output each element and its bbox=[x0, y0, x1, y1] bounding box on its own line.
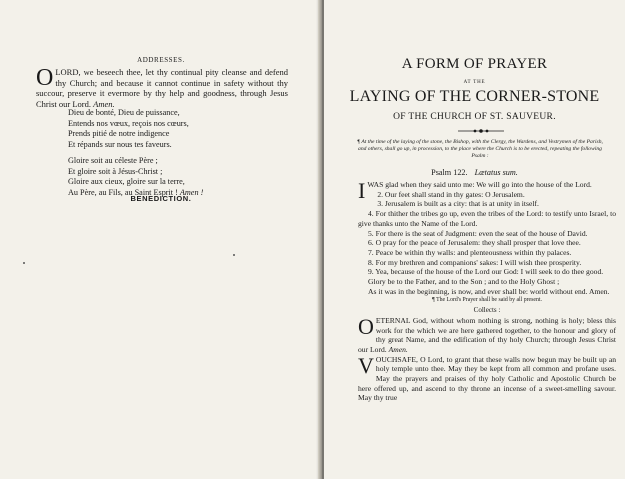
lords-prayer-rubric: ¶ The Lord's Prayer shall be said by all present. bbox=[432, 297, 542, 304]
opening-prayer bbox=[36, 67, 288, 109]
title-at-the: AT THE bbox=[463, 80, 486, 85]
benediction-heading: BENEDICTION. bbox=[130, 194, 192, 203]
collect-2-dropcap: V bbox=[358, 352, 374, 378]
collect-1 bbox=[358, 313, 616, 355]
psalm-verse: 3. Jerusalem is built as a city: that is at unity in itself. bbox=[377, 199, 539, 209]
print-speck bbox=[23, 262, 25, 264]
psalm-verse: 6. O pray for the peace of Jerusalem: they shall prosper that love thee. bbox=[368, 238, 581, 248]
psalm-verse: 5. For there is the seat of Judgment: even the seat of the house of David. bbox=[368, 228, 588, 238]
psalm-latin-title: Lætatus sum. bbox=[474, 168, 518, 177]
opening-rubric: ¶ At the time of the laying of the stone, the Bishop, with the Clergy, the Wardens, and Vestrymen of the Parish, and others, shall go up, in procession, to the place where the Church is to be erected, repeating the following Psalm : bbox=[357, 139, 603, 159]
french-line: Dieu de bonté, Dieu de puissance, bbox=[68, 108, 180, 117]
title-form-of-prayer: A FORM OF PRAYER bbox=[401, 56, 548, 72]
right-page bbox=[324, 0, 625, 479]
prayer-dropcap: O bbox=[36, 65, 54, 91]
psalm-verse: 2. Our feet shall stand in thy gates: O Jerusalem. bbox=[377, 189, 525, 199]
prayer-amen: Amen. bbox=[93, 98, 115, 109]
psalm-verse: 8. For my brethren and companions' sakes: I will wish thee prosperity. bbox=[368, 257, 582, 267]
french-line: Et répands sur nous tes faveurs. bbox=[68, 139, 172, 149]
prayer-text: LORD, we beseech thee, let thy continual pity cleanse and defend thy Church; and because it cannot continue in safety without thy succour, preserve it evermore by thy help and goodness, through Jesus Christ our Lord. bbox=[36, 67, 288, 109]
gloria-line: Glory be to the Father, and to the Son ; and to the Holy Ghost ; bbox=[368, 277, 560, 287]
collect-2 bbox=[358, 352, 616, 404]
psalm-and-collects bbox=[358, 180, 616, 403]
french-line: Et gloire soit à Jésus-Christ ; bbox=[68, 166, 163, 176]
collect-1-amen: Amen. bbox=[388, 344, 408, 354]
french-line: Entends nos vœux, reçois nos cœurs, bbox=[68, 118, 189, 128]
psalm-verse: 9. Yea, because of the house of the Lord our God: I will seek to do thee good. bbox=[368, 267, 604, 277]
collect-2-text: OUCHSAFE, O Lord, to grant that these walls now begun may be built up an holy temple unto thee. May they be kept from all common and profane uses. May the prayers and praises of thy holy Catholic and Apostolic Church be here offered up, and ascend to thy throne an incense of a sweet-smelling savour. May thy true bbox=[358, 354, 616, 403]
french-amen: Amen ! bbox=[179, 187, 204, 197]
french-line: Prends pitié de notre indigence bbox=[68, 129, 170, 138]
french-last-line: Au Père, au Fils, au Saint Esprit ! bbox=[68, 187, 178, 197]
psalm-verse: 4. For thither the tribes go up, even the tribes of the Lord: to testify unto Israel, to give thanks unto the Name of the Lord. bbox=[358, 209, 616, 228]
collects-label: Collects : bbox=[473, 306, 501, 315]
gloria-line: As it was in the beginning, is now, and ever shall be: world without end. Amen. bbox=[368, 286, 610, 296]
collect-1-dropcap: O bbox=[358, 313, 374, 339]
title-church: OF THE CHURCH OF ST. SAUVEUR. bbox=[393, 112, 556, 122]
psalm-number: Psalm 122. bbox=[431, 168, 468, 177]
print-speck bbox=[233, 254, 235, 256]
ornament-rule bbox=[458, 129, 504, 133]
french-line: Gloire soit au céleste Père ; bbox=[68, 156, 158, 165]
french-hymn bbox=[68, 108, 288, 198]
psalm-dropcap: I bbox=[358, 178, 366, 203]
collect-1-text: ETERNAL God, without whom nothing is strong, nothing is holy; bless this work for the which we are here gathered together, to the honour and glory of thy great Name, and the edification of thy holy Church; through Jesus Christ our Lord. bbox=[358, 315, 616, 354]
title-corner-stone: LAYING OF THE CORNER-STONE bbox=[349, 88, 600, 105]
addresses-heading: ADDRESSES. bbox=[137, 56, 185, 64]
french-line: Gloire aux cieux, gloire sur la terre, bbox=[68, 177, 185, 186]
verse-text: WAS glad when they said unto me: We will go into the house of the Lord. bbox=[367, 180, 592, 189]
psalm-heading bbox=[324, 168, 625, 177]
psalm-verse: 7. Peace be within thy walls: and plenteousness within thy palaces. bbox=[368, 247, 572, 257]
